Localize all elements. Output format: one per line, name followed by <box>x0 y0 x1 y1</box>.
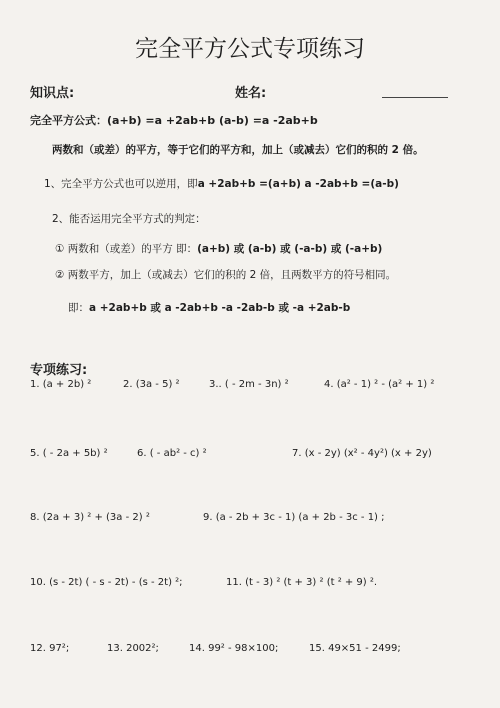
condition-1 <box>55 241 382 256</box>
exercise-14: 14. 99² - 98×100; <box>189 643 279 654</box>
page-title: 完全平方公式专项练习 <box>135 36 365 62</box>
exercise-11: 11. (t - 3) ² (t + 3) ² (t ² + 9) ². <box>226 577 378 588</box>
name-underline <box>382 97 448 98</box>
knowledge-label: 知识点: <box>30 86 75 101</box>
example-prefix: 即： <box>68 302 89 314</box>
exercise-8: 8. (2a + 3) ² + (3a - 2) ² <box>30 512 150 523</box>
formula-line: 完全平方公式：(a+b) =a +2ab+b (a-b) =a -2ab+b <box>30 114 318 127</box>
exercise-9: 9. (a - 2b + 3c - 1) (a + 2b - 3c - 1) ; <box>203 512 385 523</box>
point-1-formula: a +2ab+b =(a+b) a -2ab+b =(a-b) <box>197 178 399 190</box>
condition-1-formula: (a+b) 或 (a-b) 或 (-a-b) 或 (-a+b) <box>197 243 383 255</box>
condition-1-prefix: ① 两数和（或差）的平方 即： <box>55 243 198 255</box>
formula-text: 两数和（或差）的平方，等于它们的平方和，加上（或减去）它们的积的 2 倍。 <box>52 144 424 156</box>
name-label: 姓名: <box>235 86 267 101</box>
exercise-5: 5. ( - 2a + 5b) ² <box>30 448 108 459</box>
point-2: 2、能否运用完全平方式的判定： <box>52 213 206 225</box>
exercise-3: 3.. ( - 2m - 3n) ² <box>209 379 289 390</box>
exercise-12: 12. 97²; <box>30 643 70 654</box>
exercise-7: 7. (x - 2y) (x² - 4y²) (x + 2y) <box>292 448 432 459</box>
exercise-2: 2. (3a - 5) ² <box>123 379 180 390</box>
point-1-prefix: 1、完全平方公式也可以逆用，即 <box>44 178 198 190</box>
exercise-1: 1. (a + 2b) ² <box>30 379 92 390</box>
example-line <box>68 300 350 315</box>
condition-2: ② 两数平方，加上（或减去）它们的积的 2 倍，且两数平方的符号相同。 <box>55 269 397 281</box>
exercise-15: 15. 49×51 - 2499; <box>309 643 401 654</box>
section-title: 专项练习: <box>30 363 88 378</box>
exercise-4: 4. (a² - 1) ² - (a² + 1) ² <box>324 379 435 390</box>
exercise-10: 10. (s - 2t) ( - s - 2t) - (s - 2t) ²; <box>30 577 183 588</box>
point-1 <box>44 176 399 191</box>
exercise-13: 13. 2002²; <box>107 643 159 654</box>
exercise-6: 6. ( - ab² - c) ² <box>137 448 207 459</box>
example-formula: a +2ab+b 或 a -2ab+b -a -2ab-b 或 -a +2ab-b <box>89 302 351 314</box>
